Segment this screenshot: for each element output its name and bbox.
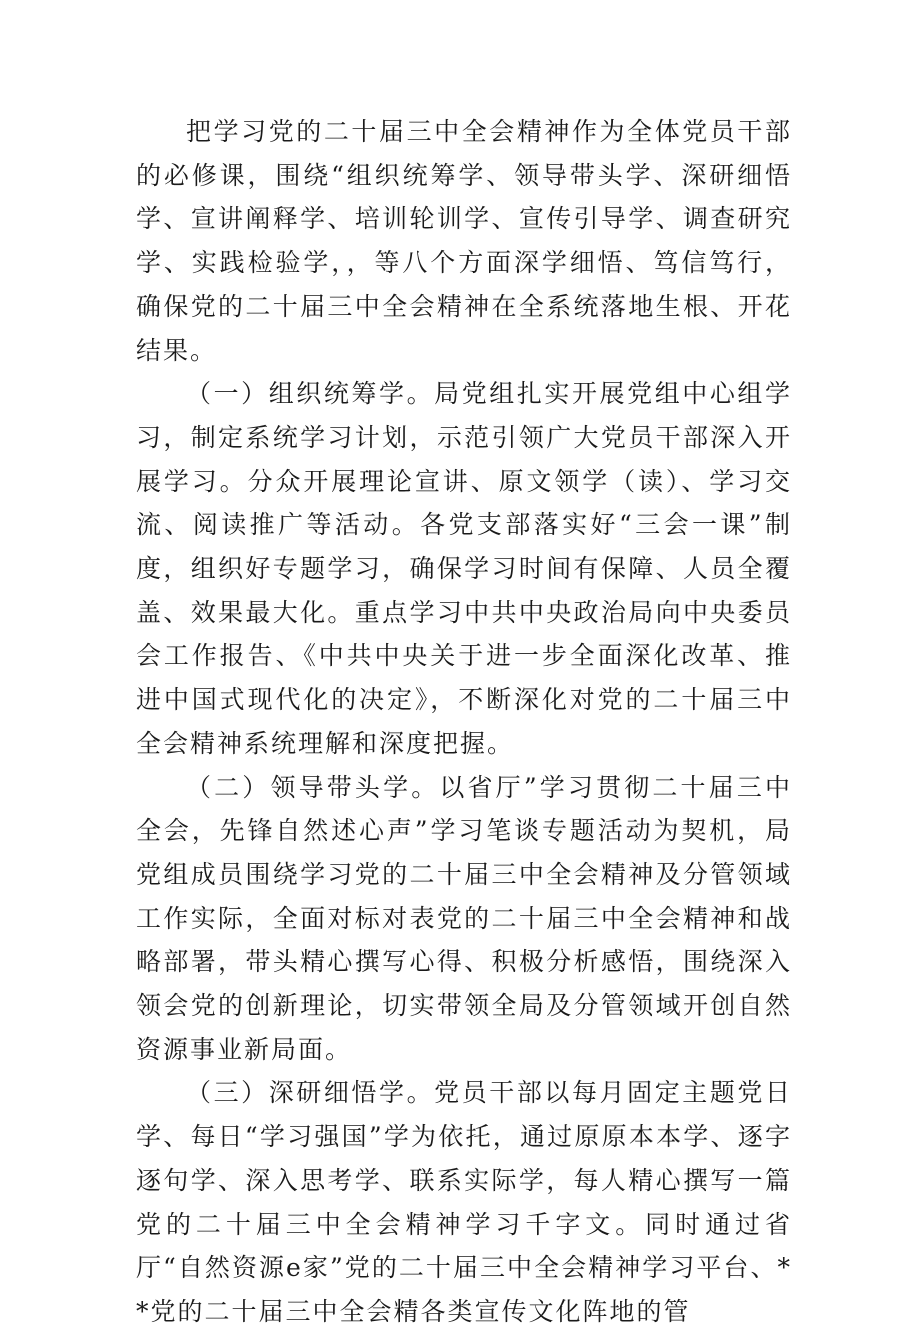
paragraph-organize-study: （一）组织统筹学。局党组扎实开展党组中心组学习，制定系统学习计划，示范引领广大党员干部深入开展学习。分众开展理论宣讲、原文领学（读）、学习交流、阅读推广等活动。各党支部落实好“三会一课”制度，组织好专题学习，确保学习时间有保障、人员全覆盖、效果最大化。重点学习中共中央政治局向中央委员会工作报告、《中共中央关于进一步全面深化改革、推进中国式现代化的决定》，不断深化对党的二十届三中全会精神系统理解和深度把握。 <box>136 379 792 758</box>
paragraph-deep-study: （三）深研细悟学。党员干部以每月固定主题党日学、每日“学习强国”学为依托，通过原原本本学、逐字逐句学、深入思考学、联系实际学，每人精心撰写一篇党的二十届三中全会精神学习千字文。同时通过省厅“自然资源e家”党的二十届三中全会精神学习平台、**党的二十届三中全会精各类宣传文化阵地的管 <box>136 1078 792 1326</box>
document-body <box>136 110 792 1334</box>
paragraph-leaders-study: （二）领导带头学。以省厅”学习贯彻二十届三中全会，先锋自然述心声”学习笔谈专题活动为契机，局党组成员围绕学习党的二十届三中全会精神及分管领域工作实际，全面对标对表党的二十届三中全会精神和战略部署，带头精心撰写心得、积极分析感悟，围绕深入领会党的创新理论，切实带领全局及分管领域开创自然资源事业新局面。 <box>136 772 792 1064</box>
paragraph-intro: 把学习党的二十届三中全会精神作为全体党员干部的必修课，围绕“组织统筹学、领导带头学、深研细悟学、宣讲阐释学、培训轮训学、宣传引导学、调查研究学、实践检验学，，等八个方面深学细悟、笃信笃行，确保党的二十届三中全会精神在全系统落地生根、开花结果。 <box>136 117 792 365</box>
